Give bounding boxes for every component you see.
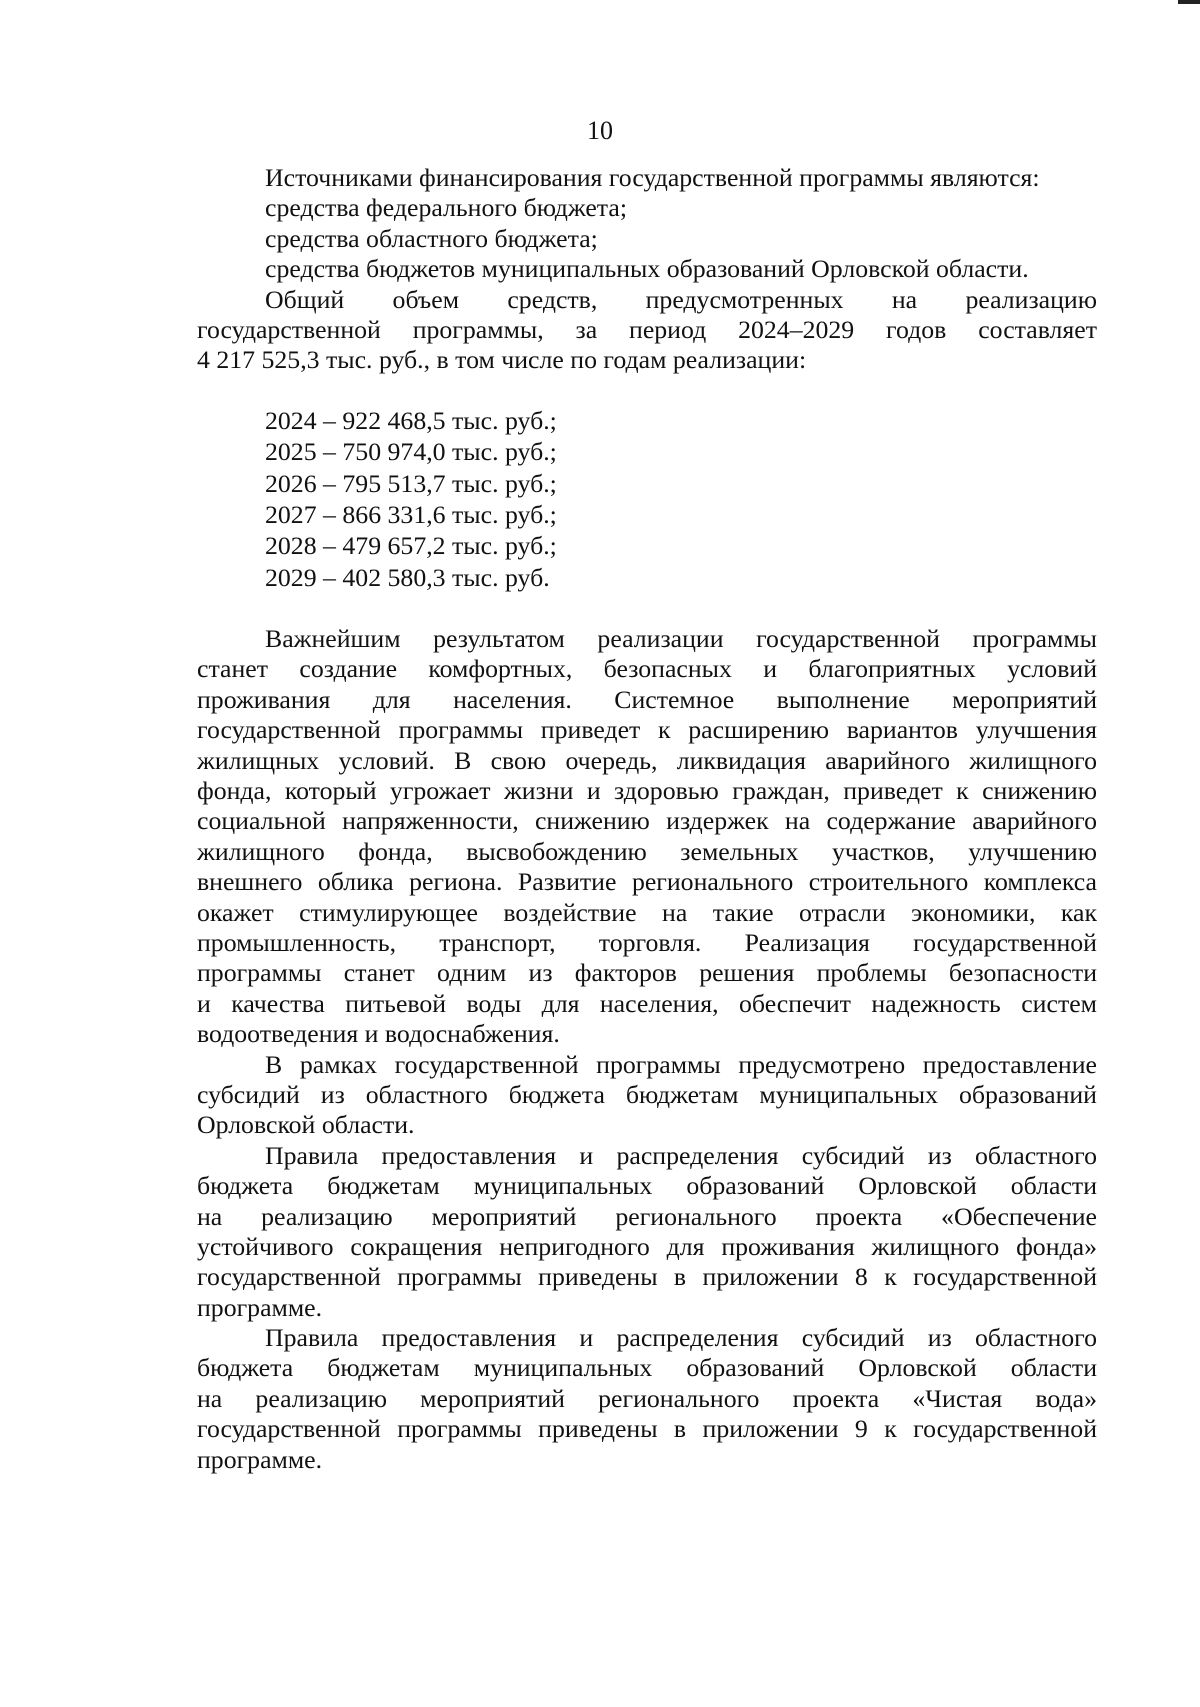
page-number: 10: [587, 116, 613, 145]
paragraph-line: государственной программы приведены в приложении 9 к государственной: [197, 1414, 1097, 1444]
paragraph-line: социальной напряженности, снижению издержек на содержание аварийного: [197, 806, 1097, 836]
paragraph-line: В рамках государственной программы предусмотрено предоставление: [265, 1049, 1097, 1079]
year-item: 2029 – 402 580,3 тыс. руб.: [265, 562, 550, 592]
paragraph-line: Орловской области.: [197, 1110, 415, 1140]
paragraph-line: на реализацию мероприятий регионального проекта «Чистая вода»: [197, 1383, 1097, 1413]
paragraph-line: Важнейшим результатом реализации государственной программы: [265, 624, 1097, 654]
paragraph-line: государственной программы приведет к расширению вариантов улучшения: [197, 715, 1097, 745]
paragraph-line: промышленность, транспорт, торговля. Реализация государственной: [197, 927, 1097, 957]
intro-line: средства федерального бюджета;: [265, 193, 627, 223]
total-line: 4 217 525,3 тыс. руб., в том числе по годам реализации:: [197, 345, 807, 375]
rules-paragraph-appendix-9: [197, 1323, 1097, 1475]
paragraph-line: жилищных условий. В свою очередь, ликвидация аварийного жилищного: [197, 745, 1097, 775]
paragraph-line: Правила предоставления и распределения субсидий из областного: [265, 1140, 1097, 1170]
year-list: [197, 406, 1097, 594]
paragraph-line: бюджета бюджетам муниципальных образований Орловской области: [197, 1353, 1097, 1383]
paragraph-line: окажет стимулирующее воздействие на такие отрасли экономики, как: [197, 897, 1097, 927]
total-line: государственной программы, за период 2024–2029 годов составляет: [197, 314, 1097, 344]
paragraph-line: проживания для населения. Системное выполнение мероприятий: [197, 684, 1097, 714]
paragraph-line: и качества питьевой воды для населения, обеспечит надежность систем: [197, 988, 1097, 1018]
total-line: Общий объем средств, предусмотренных на реализацию: [265, 284, 1097, 314]
intro-line: Источниками финансирования государственной программы являются:: [265, 163, 1040, 192]
paragraph-line: станет создание комфортных, безопасных и благоприятных условий: [197, 654, 1097, 684]
paragraph-line: внешнего облика региона. Развитие регионального строительного комплекса: [197, 867, 1097, 897]
paragraph-line: программы станет одним из факторов решения проблемы безопасности: [197, 958, 1097, 988]
year-item: 2027 – 866 331,6 тыс. руб.;: [265, 499, 557, 529]
spacer: [197, 376, 1097, 406]
intro-line: средства бюджетов муниципальных образований Орловской области.: [265, 254, 1029, 284]
paragraph-line: устойчивого сокращения непригодного для проживания жилищного фонда»: [197, 1231, 1097, 1261]
paragraph-line: на реализацию мероприятий регионального проекта «Обеспечение: [197, 1201, 1097, 1231]
paragraph-line: жилищного фонда, высвобождению земельных участков, улучшению: [197, 836, 1097, 866]
year-item: 2028 – 479 657,2 тыс. руб.;: [265, 531, 557, 561]
year-item: 2024 – 922 468,5 тыс. руб.;: [265, 405, 557, 435]
scan-edge-mark: [1178, 0, 1200, 4]
intro-line: средства областного бюджета;: [265, 223, 598, 253]
paragraph-line: водоотведения и водоснабжения.: [197, 1019, 560, 1049]
year-item: 2026 – 795 513,7 тыс. руб.;: [265, 468, 557, 498]
paragraph-line: программе.: [197, 1292, 323, 1322]
paragraph-line: бюджета бюджетам муниципальных образований Орловской области: [197, 1171, 1097, 1201]
document-body: [197, 163, 1097, 1475]
spacer: [197, 594, 1097, 624]
paragraph-line: субсидий из областного бюджета бюджетам муниципальных образований: [197, 1079, 1097, 1109]
year-item: 2025 – 750 974,0 тыс. руб.;: [265, 437, 557, 467]
paragraph-line: фонда, который угрожает жизни и здоровью граждан, приведет к снижению: [197, 776, 1097, 806]
rules-paragraph-appendix-8: [197, 1141, 1097, 1323]
paragraph-line: программе.: [197, 1444, 323, 1474]
paragraph-line: государственной программы приведены в приложении 8 к государственной: [197, 1262, 1097, 1292]
result-paragraph: [197, 624, 1097, 1049]
subsidy-paragraph: [197, 1050, 1097, 1141]
paragraph-line: Правила предоставления и распределения субсидий из областного: [265, 1323, 1097, 1353]
